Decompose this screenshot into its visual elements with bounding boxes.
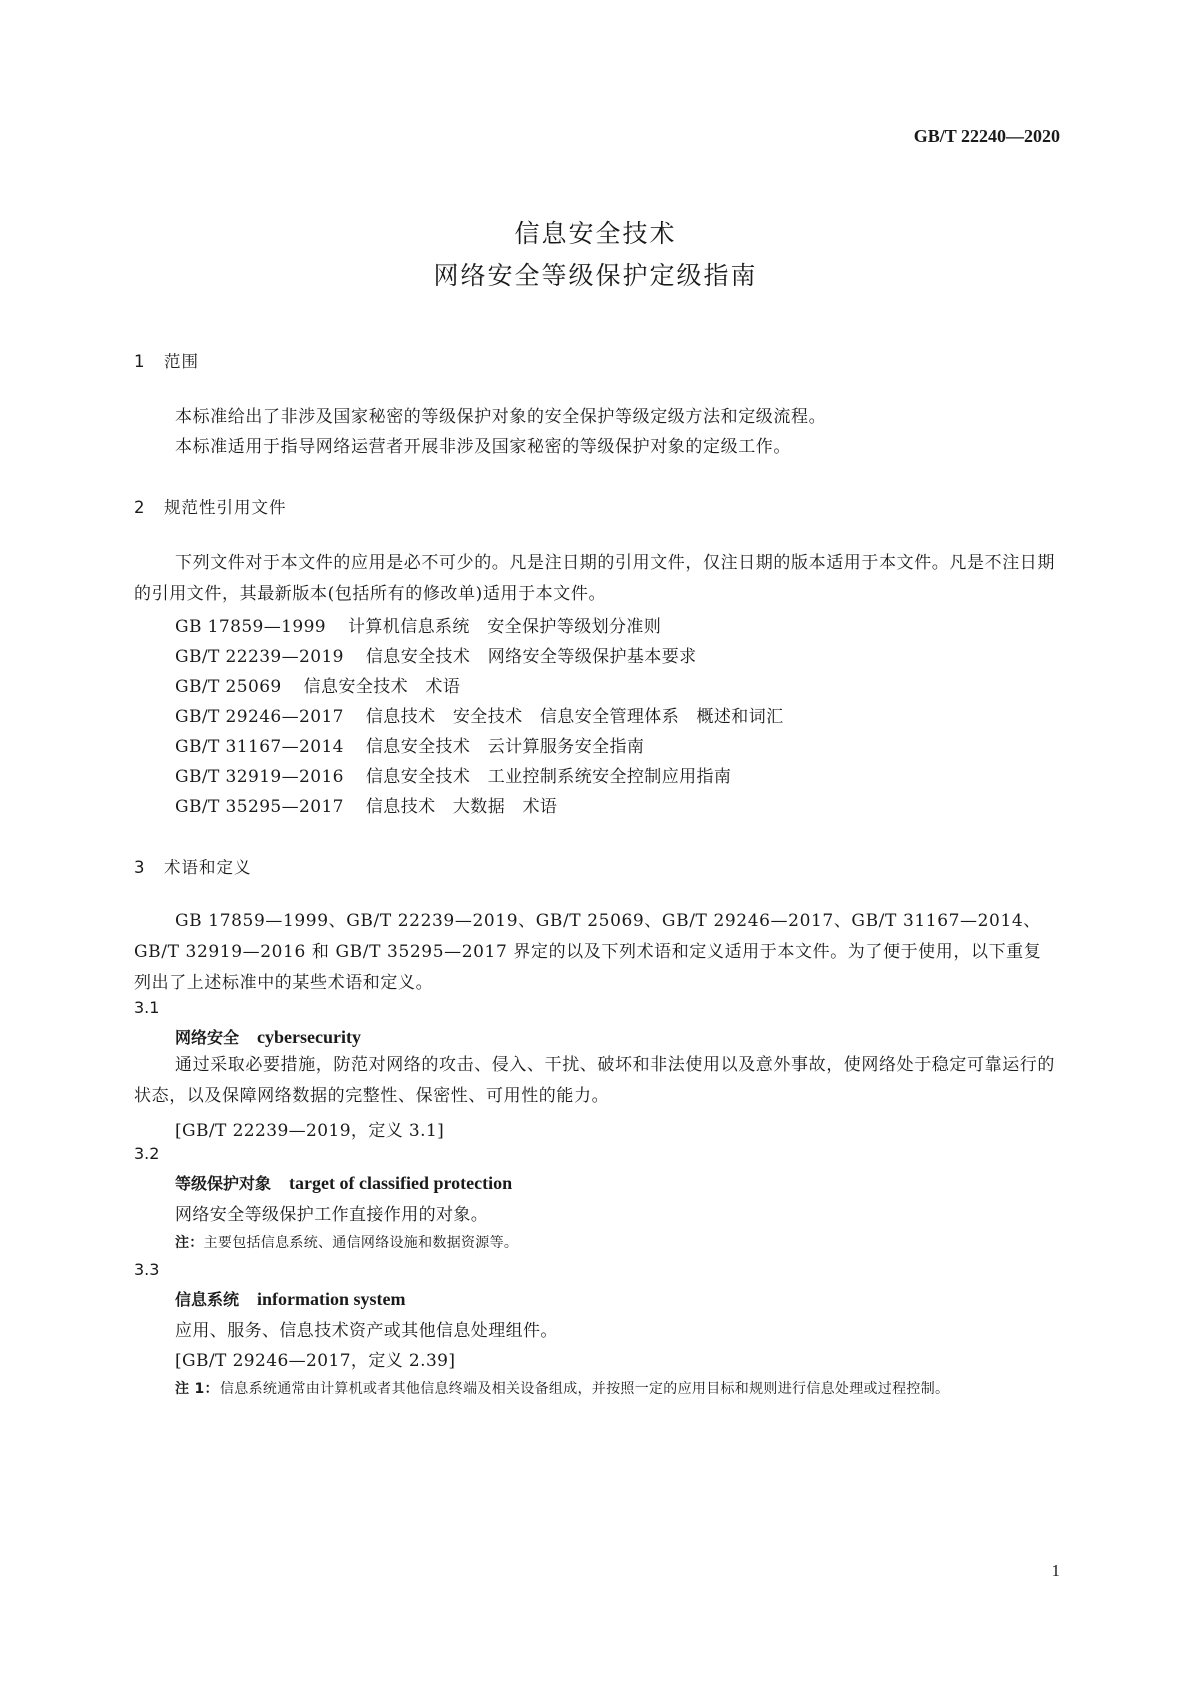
term-source: [GB/T 22239—2019，定义 3.1] [175, 1121, 445, 1141]
section-3-intro: GB 17859—1999、GB/T 22239—2019、GB/T 25069、GB/T 29246—2017、GB/T 31167—2014、GB/T 32919—2016 和 GB/T 35295—2017 界定的以及下列术语和定义适用于本文件。为了便于使用，以下重复列出了上述标准中的某些术语和定义。 [134, 911, 1042, 993]
ref-title: 信息安全技术 工业控制系统安全控制应用指南 [365, 767, 732, 787]
term-zh: 网络安全 [175, 1028, 240, 1047]
section-number: 3 [134, 858, 146, 877]
note-text: 信息系统通常由计算机或者其他信息终端及相关设备组成，并按照一定的应用目标和规则进行信息处理或过程控制。 [220, 1381, 950, 1397]
section-number: 1 [134, 352, 146, 371]
section-1-para-2: 本标准适用于指导网络运营者开展非涉及国家秘密的等级保护对象的定级工作。 [175, 437, 791, 457]
term-zh: 等级保护对象 [175, 1174, 272, 1193]
ref-code: GB 17859—1999 [175, 617, 327, 637]
ref-code: GB/T 25069 [175, 677, 282, 697]
term-note [175, 1232, 518, 1252]
ref-code: GB/T 32919—2016 [175, 767, 344, 787]
ref-item [175, 642, 697, 667]
ref-title: 计算机信息系统 安全保护等级划分准则 [348, 617, 662, 637]
ref-code: GB/T 22239—2019 [175, 647, 344, 667]
ref-code: GB/T 31167—2014 [175, 737, 344, 757]
term-note [175, 1376, 1065, 1402]
ref-item [175, 672, 460, 697]
section-title: 规范性引用文件 [164, 498, 287, 517]
ref-item [175, 792, 557, 817]
ref-title: 信息技术 安全技术 信息安全管理体系 概述和词汇 [365, 707, 784, 727]
ref-item [175, 702, 784, 727]
note-label: 注 1： [175, 1381, 219, 1397]
term-number: 3.1 [134, 998, 160, 1017]
ref-item [175, 762, 731, 787]
section-title: 范围 [164, 352, 199, 371]
ref-code: GB/T 29246—2017 [175, 707, 344, 727]
term-source: [GB/T 29246—2017，定义 2.39] [175, 1351, 456, 1371]
section-title: 术语和定义 [164, 858, 252, 877]
section-1-heading [134, 348, 199, 372]
term-definition: 应用、服务、信息技术资产或其他信息处理组件。 [175, 1321, 558, 1341]
term-definition: 通过采取必要措施，防范对网络的攻击、侵入、干扰、破坏和非法使用以及意外事故，使网络处于稳定可靠运行的状态，以及保障网络数据的完整性、保密性、可用性的能力。 [134, 1055, 1055, 1106]
term-heading [175, 1287, 406, 1310]
section-3-heading [134, 854, 252, 878]
doc-title-line1: 信息安全技术 [514, 219, 677, 248]
term-heading [175, 1025, 361, 1048]
term-heading [175, 1171, 512, 1194]
page-number: 1 [1051, 1561, 1060, 1580]
ref-code: GB/T 35295—2017 [175, 797, 344, 817]
ref-title: 信息安全技术 术语 [303, 677, 461, 697]
term-en: information system [257, 1289, 406, 1309]
standard-number: GB/T 22240—2020 [913, 126, 1060, 146]
section-2-intro: 下列文件对于本文件的应用是必不可少的。凡是注日期的引用文件，仅注日期的版本适用于本文件。凡是不注日期的引用文件，其最新版本(包括所有的修改单)适用于本文件。 [134, 553, 1055, 604]
note-text: 主要包括信息系统、通信网络设施和数据资源等。 [203, 1235, 519, 1251]
term-definition: 网络安全等级保护工作直接作用的对象。 [175, 1205, 489, 1225]
note-label: 注： [175, 1235, 204, 1251]
section-2-heading [134, 494, 287, 518]
doc-title-line2: 网络安全等级保护定级指南 [433, 261, 758, 290]
section-1-para-1: 本标准给出了非涉及国家秘密的等级保护对象的安全保护等级定级方法和定级流程。 [175, 407, 827, 427]
ref-title: 信息技术 大数据 术语 [365, 797, 558, 817]
term-en: target of classified protection [289, 1173, 513, 1193]
term-zh: 信息系统 [175, 1290, 240, 1309]
section-number: 2 [134, 498, 146, 517]
term-en: cybersecurity [257, 1027, 361, 1047]
ref-item [175, 732, 644, 757]
ref-title: 信息安全技术 云计算服务安全指南 [365, 737, 645, 757]
ref-item [175, 612, 661, 637]
term-number: 3.3 [134, 1260, 160, 1279]
ref-title: 信息安全技术 网络安全等级保护基本要求 [365, 647, 697, 667]
term-number: 3.2 [134, 1144, 160, 1163]
